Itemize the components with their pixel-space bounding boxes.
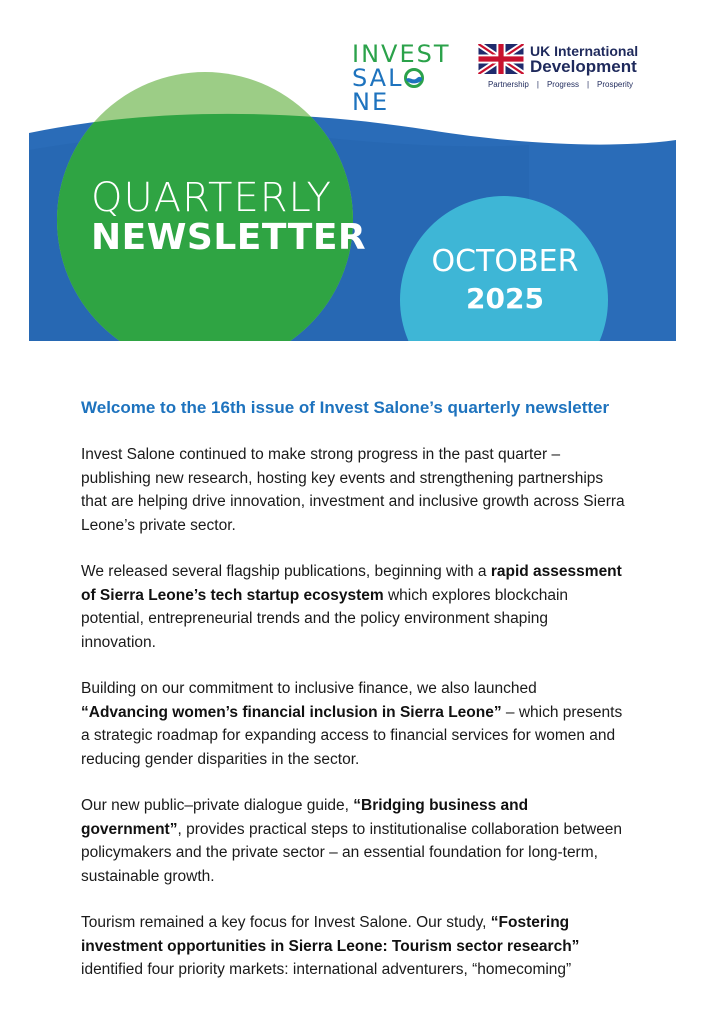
- banner-month: OCTOBER: [431, 244, 579, 279]
- article-body: [81, 393, 626, 1005]
- paragraph-4-text-a: Our new public–private dialogue guide,: [81, 797, 354, 814]
- ukid-line2: Development: [530, 57, 637, 76]
- paragraph-5-text-c: identified four priority markets: international adventurers, “homecoming”: [81, 961, 572, 978]
- paragraph-2-bold: rapid assessment of Sierra Leone’s tech startup ecosystem: [81, 563, 622, 604]
- paragraph-4: [81, 794, 626, 888]
- invest-salone-logo-line2: [352, 66, 456, 114]
- paragraph-4-bold: “Bridging business and government”: [81, 797, 529, 838]
- paragraph-2-text-c: which explores blockchain potential, entrepreneurial trends and the policy environment shaping innovation.: [81, 586, 569, 651]
- paragraph-5-bold: “Fostering investment opportunities in Sierra Leone: Tourism sector research”: [81, 914, 580, 955]
- uk-international-development-logo: [478, 44, 648, 90]
- ukid-line1: UK International: [530, 43, 639, 59]
- logo-ne-text: NE: [352, 88, 390, 116]
- tagline-progress: Progress: [546, 80, 579, 89]
- paragraph-3-text-c: – which presents a strategic roadmap for expanding access to financial services for women and reducing gender disparities in the sector.: [81, 703, 623, 768]
- paragraph-3-bold: “Advancing women’s financial inclusion in Sierra Leone”: [81, 703, 502, 721]
- paragraph-5: [81, 911, 626, 982]
- paragraph-2: [81, 560, 626, 654]
- invest-salone-logo-line1: INVEST: [352, 40, 451, 68]
- banner-title-quarterly: QUARTERLY: [91, 175, 332, 221]
- banner-year: 2025: [466, 282, 544, 315]
- logo-sal-text: SAL: [352, 64, 404, 92]
- paragraph-3: [81, 677, 626, 771]
- ukid-wordmark: [530, 44, 638, 76]
- tagline-separator-2: |: [586, 80, 590, 89]
- paragraph-1: Invest Salone continued to make strong progress in the past quarter – publishing new research, hosting key events and strengthening partnerships that are helping drive innovation, investment and inclusive growth across Sierra Leone’s private sector.: [81, 446, 625, 534]
- paragraph-5-text-a: Tourism remained a key focus for Invest Salone. Our study,: [81, 914, 491, 931]
- tagline-partnership: Partnership: [487, 80, 529, 89]
- article-heading: Welcome to the 16th issue of Invest Salone’s quarterly newsletter: [81, 398, 610, 417]
- ukid-tagline: [478, 80, 643, 89]
- banner-title-newsletter: NEWSLETTER: [91, 217, 367, 258]
- paragraph-3-text-a: Building on our commitment to inclusive finance, we also launched: [81, 680, 537, 697]
- invest-salone-logo: [352, 42, 456, 114]
- paragraph-2-text-a: We released several flagship publications, beginning with a: [81, 563, 491, 580]
- paragraph-4-text-c: , provides practical steps to institutionalise collaboration between policymakers and the private sector – an essential foundation for long-term, sustainable growth.: [81, 820, 623, 885]
- tagline-prosperity: Prosperity: [597, 80, 634, 89]
- union-flag-icon: [478, 44, 524, 74]
- wave-o-icon: [404, 68, 424, 88]
- tagline-separator-1: |: [536, 80, 539, 89]
